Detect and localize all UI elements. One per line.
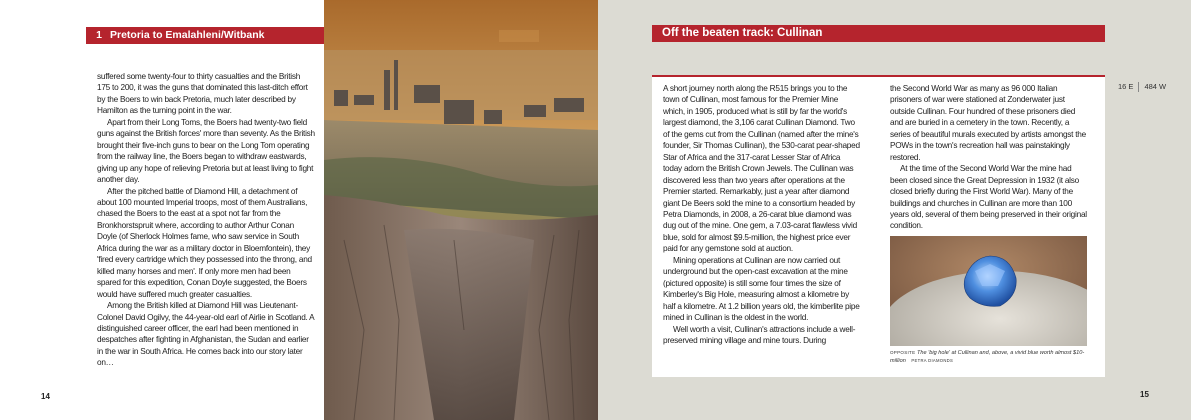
right-page <box>598 0 1191 420</box>
caption-text: The 'big hole' at Cullinan and, above, a vivid blue worth almost $10-million <box>890 350 1085 364</box>
box-top-rule <box>652 75 1105 77</box>
paragraph: Apart from their Long Toms, the Boers had twenty-two field guns against the British forces' more than seventy. As the British brought their five-inch guns to bear on the Long Tom operating from the railway line, the Boers began to withdraw eastwards, giving up any hope of relieving Pretoria but at least living to fight another day. <box>97 117 315 185</box>
paragraph: After the pitched battle of Diamond Hill, a detachment of about 100 mounted Imperial troops, most of them Australians, chased the Boers to the east at a spot not far from the Bronkhorstspruit where, according to author Arthur Conan Doyle (of Sherlock Holmes fame, who saw service in South Africa during the war as a military doctor in Bloemfontein), they 'fired every cartridge which they possessed into the throng, and killed many horses and men'. If only more men had been spared for this expedition, Conan Doyle suggested, the Boers would have suffered much greater casualties. <box>97 186 312 299</box>
paragraph: Among the British killed at Diamond Hill was Lieutenant-Colonel David Ogilvy, the 44-year-old earl of Airlie in Scotland. A distinguished career officer, the earl had been mentioned in despatches after fighting in Afghanistan, the Sudan and earlier in the war in South Africa. He comes back into our story later on… <box>97 301 314 368</box>
chapter-number: 1 <box>96 29 102 41</box>
mine-photo <box>324 0 598 420</box>
coordinate-west: 484 W <box>1144 82 1167 91</box>
coordinates <box>1118 82 1166 92</box>
paragraph: suffered some twenty-four to thirty casualties and the British 175 to 200, it was the guns that dominated this last-ditch effort by the Boers to win back Pretoria, much later described by Hamilton as the turning point in the war. <box>97 72 308 116</box>
sidebar-column-b <box>890 83 1087 232</box>
photo-caption <box>890 349 1090 365</box>
caption-label: OPPOSITE <box>890 350 916 355</box>
chapter-header <box>86 27 324 44</box>
left-body-text <box>97 71 315 369</box>
blue-diamond-image <box>890 236 1087 346</box>
paragraph: Mining operations at Cullinan are now carried out underground but the open-cast excavation at the mine (pictured opposite) is still some four times the size of Kimberley's Big Hole, measuring almost a kilometre by half a kilometre. At 1.2 billion years old, the kimberlite pipe mined in Cullinan is the oldest in the world. <box>663 255 860 323</box>
page-number-left: 14 <box>41 392 50 401</box>
blue-diamond-photo <box>890 236 1087 346</box>
paragraph: At the time of the Second World War the mine had been closed since the Great Depression in 1932 (it also closed briefly during the First World War). Many of the buildings and churches in Cullinan are more than 100 years old, several of them being preserved in their original condition. <box>890 164 1087 231</box>
page-number-right: 15 <box>1140 390 1149 399</box>
coordinate-divider <box>1138 82 1139 92</box>
caption-credit: PETRA DIAMONDS <box>911 358 954 363</box>
paragraph: Well worth a visit, Cullinan's attractions include a well-preserved mining village and mine tours. During <box>663 324 856 345</box>
big-hole-image <box>324 0 598 420</box>
chapter-title: Pretoria to Emalahleni/Witbank <box>110 29 265 41</box>
left-page <box>0 0 324 420</box>
paragraph: the Second World War as many as 96 000 Italian prisoners of war were stationed at Zonderwater just outside Cullinan. Four hundred of these prisoners died and are buried in a cemetery in the town. Recently, a series of beautiful murals executed by artists amongst the POWs in the town's recreation hall was painstakingly restored. <box>890 84 1086 162</box>
section-header: Off the beaten track: Cullinan <box>652 25 1105 42</box>
sidebar-column-a <box>663 83 861 346</box>
paragraph: A short journey north along the R515 brings you to the town of Cullinan, most famous for the Premier Mine which, in 1905, produced what is still by far the world's largest diamond, the 3,106 carat Cullinan Diamond. Two of the gems cut from the Cullinan (named after the mine's founder, Sir Thomas Cullinan), the 530-carat pear-shaped Star of Africa and the 317-carat Lesser Star of Africa today adorn the British Crown Jewels. The Cullinan was discovered less than two years after operations at the Premier started. Remarkably, just a year after diamond giant De Beers sold the mine to a consortium headed by Petra Diamonds, in 2008, a 26-carat blue diamond was dug out of the mine. One gem, a 7.03-carat flawless vivid blue, sold for almost $9.5-million, the highest price ever paid for any gemstone sold at auction. <box>663 84 860 254</box>
coordinate-east: 16 E <box>1118 82 1134 91</box>
